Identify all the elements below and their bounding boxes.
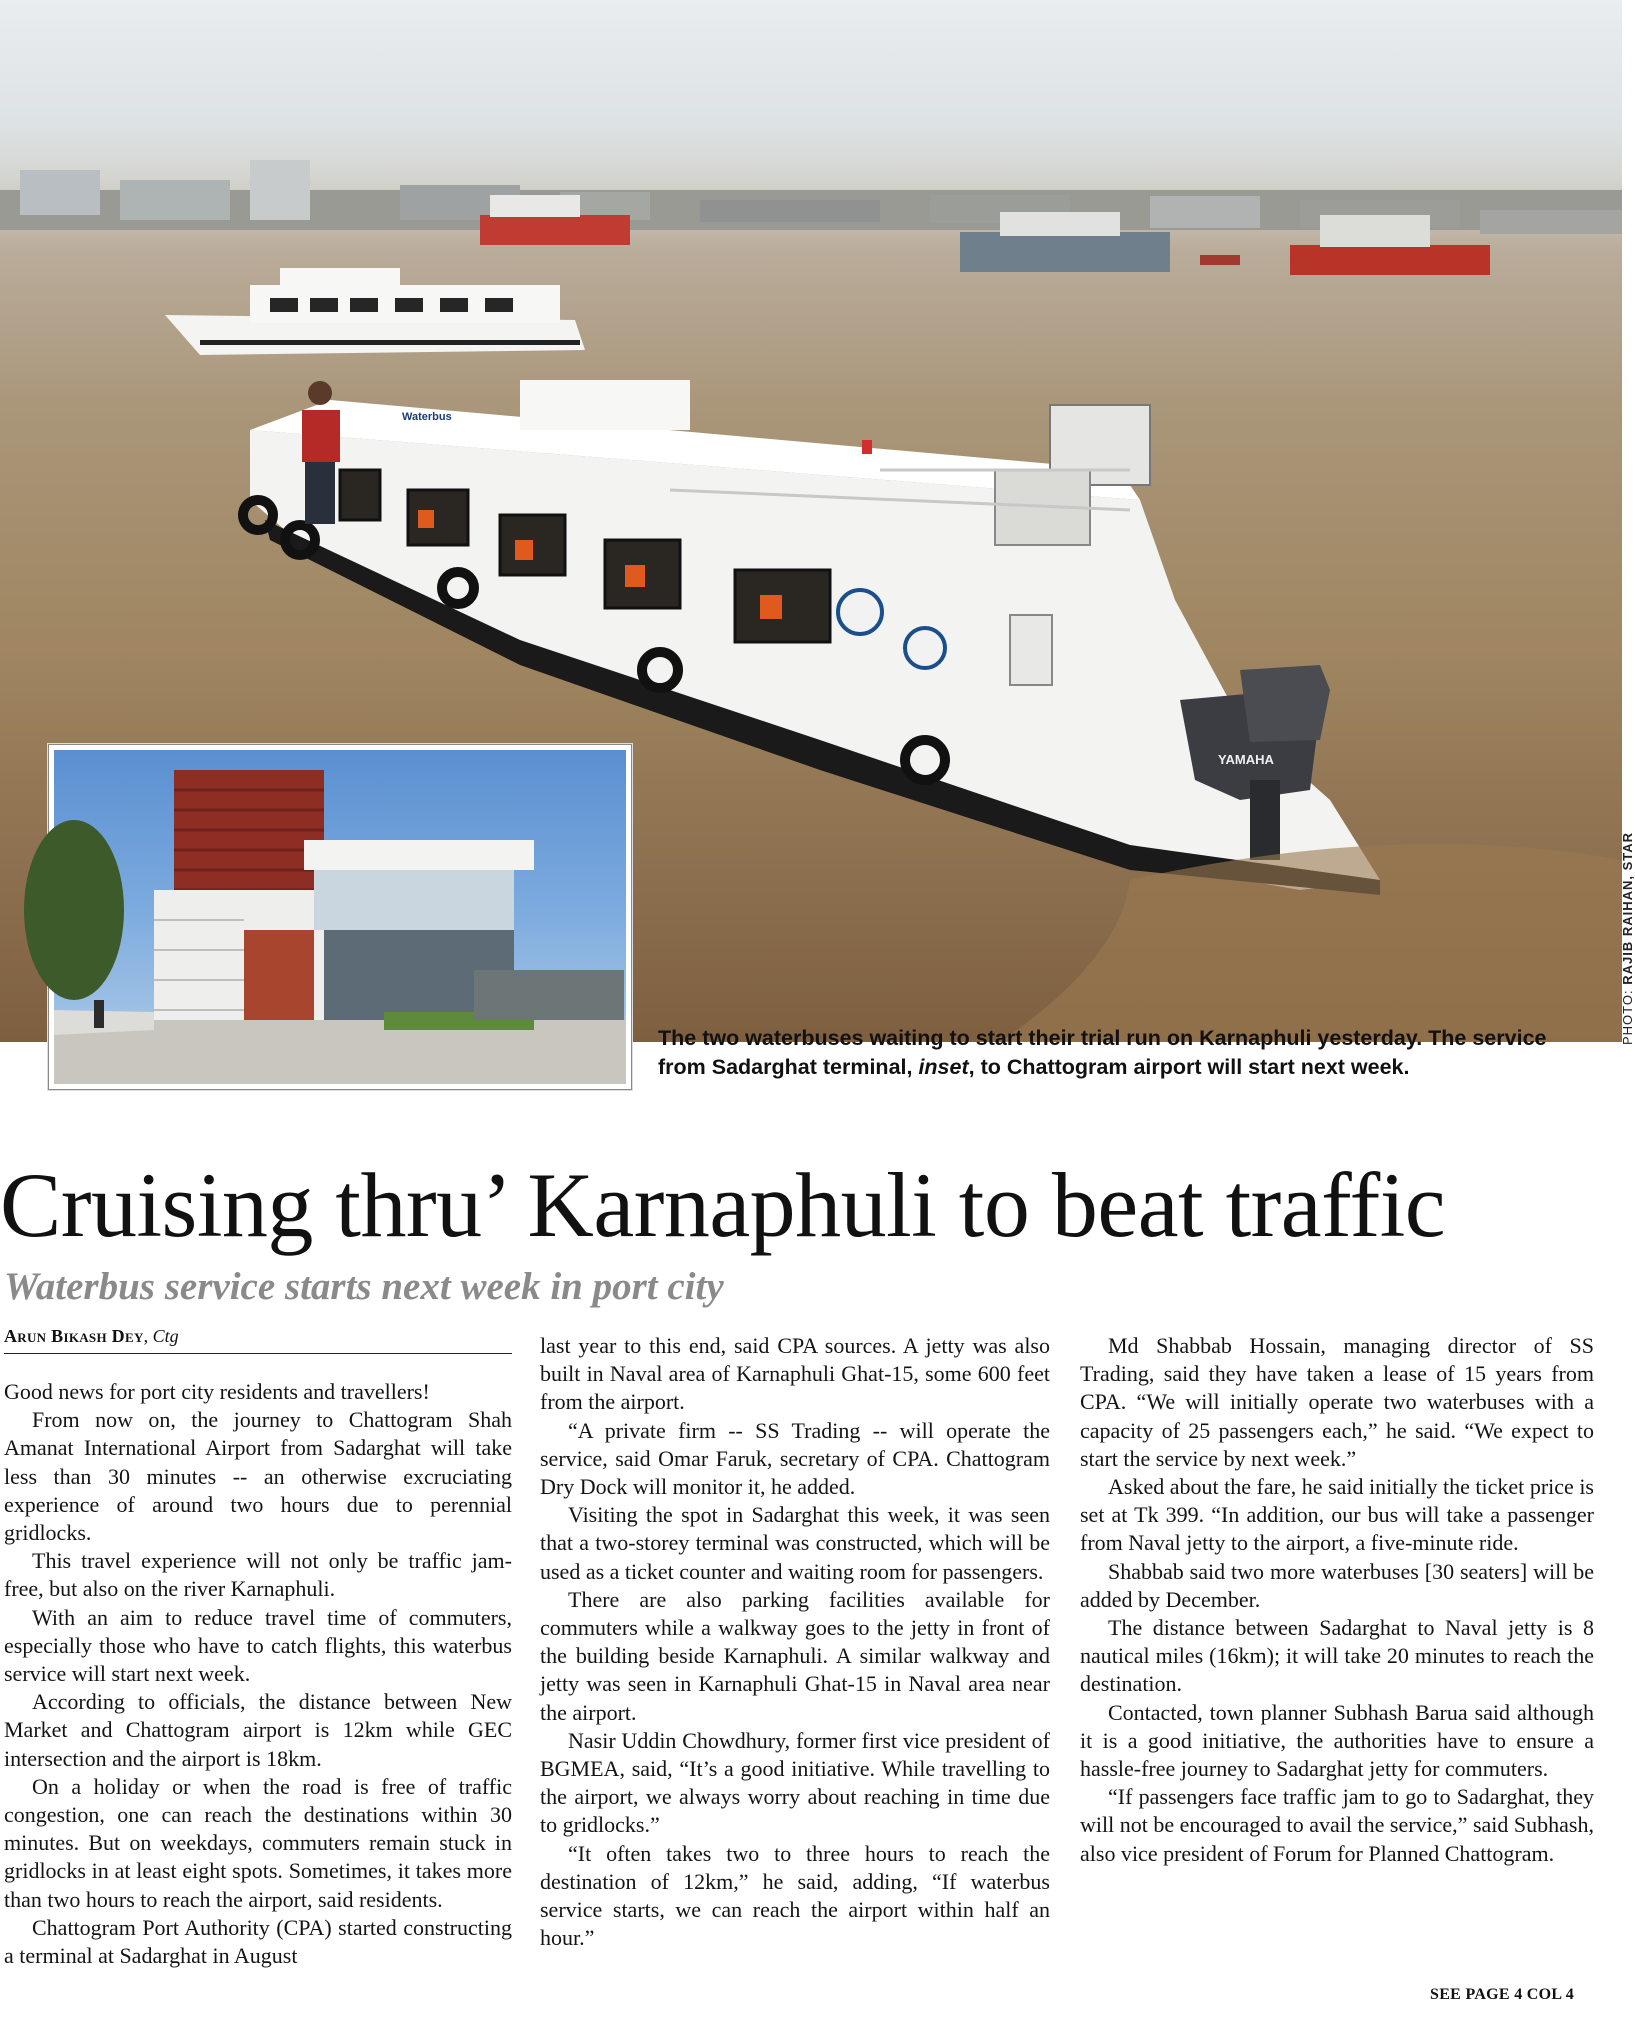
article-column-2 — [540, 1332, 1050, 1952]
paragraph: The distance between Sadarghat to Naval jetty is 8 nautical miles (16km); it will take 20 minutes to reach the destination. — [1080, 1615, 1594, 1697]
paragraph: According to officials, the distance between New Market and Chattogram airport is 12km while GEC intersection and the airport is 18km. — [4, 1689, 512, 1771]
byline-location: Ctg — [152, 1326, 179, 1346]
inset-photo — [48, 744, 632, 1090]
paragraph: From now on, the journey to Chattogram Shah Amanat International Airport from Sadarghat will take less than 30 minutes -- an otherwise excruciating experience of around two hours due to perennial gridlocks. — [4, 1407, 512, 1546]
article-column-1 — [4, 1378, 512, 1970]
paragraph: “If passengers face traffic jam to go to Sadarghat, they will not be encouraged to avail the service,” said Subhash, also vice president of Forum for Planned Chattogram. — [1080, 1784, 1594, 1866]
paragraph: “A private firm -- SS Trading -- will operate the service, said Omar Faruk, secretary of CPA. Chattogram Dry Dock will monitor it, he added. — [540, 1417, 1050, 1500]
paragraph: Nasir Uddin Chowdhury, former first vice president of BGMEA, said, “It’s a good initiative. While travelling to the airport, we always worry about reaching in time due to gridlocks.” — [540, 1727, 1050, 1838]
paragraph: Visiting the spot in Sadarghat this week, it was seen that a two-storey terminal was constructed, which will be used as a ticket counter and waiting room for passengers. — [540, 1502, 1050, 1584]
subheadline: Waterbus service starts next week in port city — [4, 1265, 724, 1308]
caption-part1: The two waterbuses waiting to start their trial run on Karnaphuli yesterday. The service from Sadarghat terminal, — [658, 1026, 1547, 1079]
caption-inset-word: inset — [918, 1055, 969, 1079]
paragraph: Chattogram Port Authority (CPA) started constructing a terminal at Sadarghat in August — [4, 1914, 512, 1969]
photo-caption — [658, 1024, 1578, 1082]
second-waterbus — [165, 268, 585, 355]
byline-author: Arun Bikash Dey — [4, 1326, 144, 1346]
engine-brand-label: YAMAHA — [1218, 752, 1274, 767]
paragraph: Contacted, town planner Subhash Barua said although it is a good initiative, the authorities have to ensure a hassle-free journey to Sadarghat jetty for commuters. — [1080, 1699, 1594, 1782]
paragraph: “It often takes two to three hours to reach the destination of 12km,” he said, adding, “If waterbus service starts, we can reach the airport within half an hour.” — [540, 1840, 1050, 1951]
byline: Arun Bikash Dey, Ctg — [4, 1326, 512, 1354]
paragraph: Good news for port city residents and travellers! — [4, 1379, 430, 1404]
boat-brand-label: Waterbus — [402, 411, 452, 423]
paragraph: This travel experience will not only be traffic jam-free, but also on the river Karnaphuli. — [4, 1548, 512, 1602]
paragraph: On a holiday or when the road is free of traffic congestion, one can reach the destinations within 30 minutes. But on weekdays, commuters remain stuck in gridlocks in at least eight spots. Sometimes, it takes more than two hours to reach the airport, said residents. — [4, 1773, 512, 1912]
article-column-3 — [1080, 1332, 1594, 1868]
paragraph: There are also parking facilities available for commuters while a walkway goes to the jetty in front of the building beside Karnaphuli. A similar walkway and jetty was seen in Karnaphuli Ghat-15 in Naval area near the airport. — [540, 1586, 1050, 1725]
continuation-jump: SEE PAGE 4 COL 4 — [1430, 1986, 1575, 2003]
caption-part2: , to Chattogram airport will start next week. — [968, 1055, 1410, 1079]
headline: Cruising thru’ Karnaphuli to beat traffic — [0, 1154, 1446, 1256]
paragraph: Asked about the fare, he said initially the ticket price is set at Tk 399. “In addition, our bus will take a passenger from Naval jetty to the airport, a five-minute ride. — [1080, 1474, 1594, 1556]
paragraph: Shabbab said two more waterbuses [30 seaters] will be added by December. — [1080, 1558, 1594, 1612]
paragraph: last year to this end, said CPA sources. A jetty was also built in Naval area of Karnaphuli Ghat-15, some 600 feet from the airport. — [540, 1333, 1050, 1415]
terminal-building-image — [54, 750, 626, 1084]
paragraph: With an aim to reduce travel time of commuters, especially those who have to catch flights, this waterbus service will start next week. — [4, 1604, 512, 1687]
paragraph: Md Shabbab Hossain, managing director of SS Trading, said they have taken a lease of 15 years from CPA. “We will initially operate two waterbuses with a capacity of 25 passengers each,” he said. “We expect to start the service by next week.” — [1080, 1333, 1594, 1471]
photo-credit: PHOTO: RAJIB RAIHAN, STAR — [1620, 831, 1635, 1045]
